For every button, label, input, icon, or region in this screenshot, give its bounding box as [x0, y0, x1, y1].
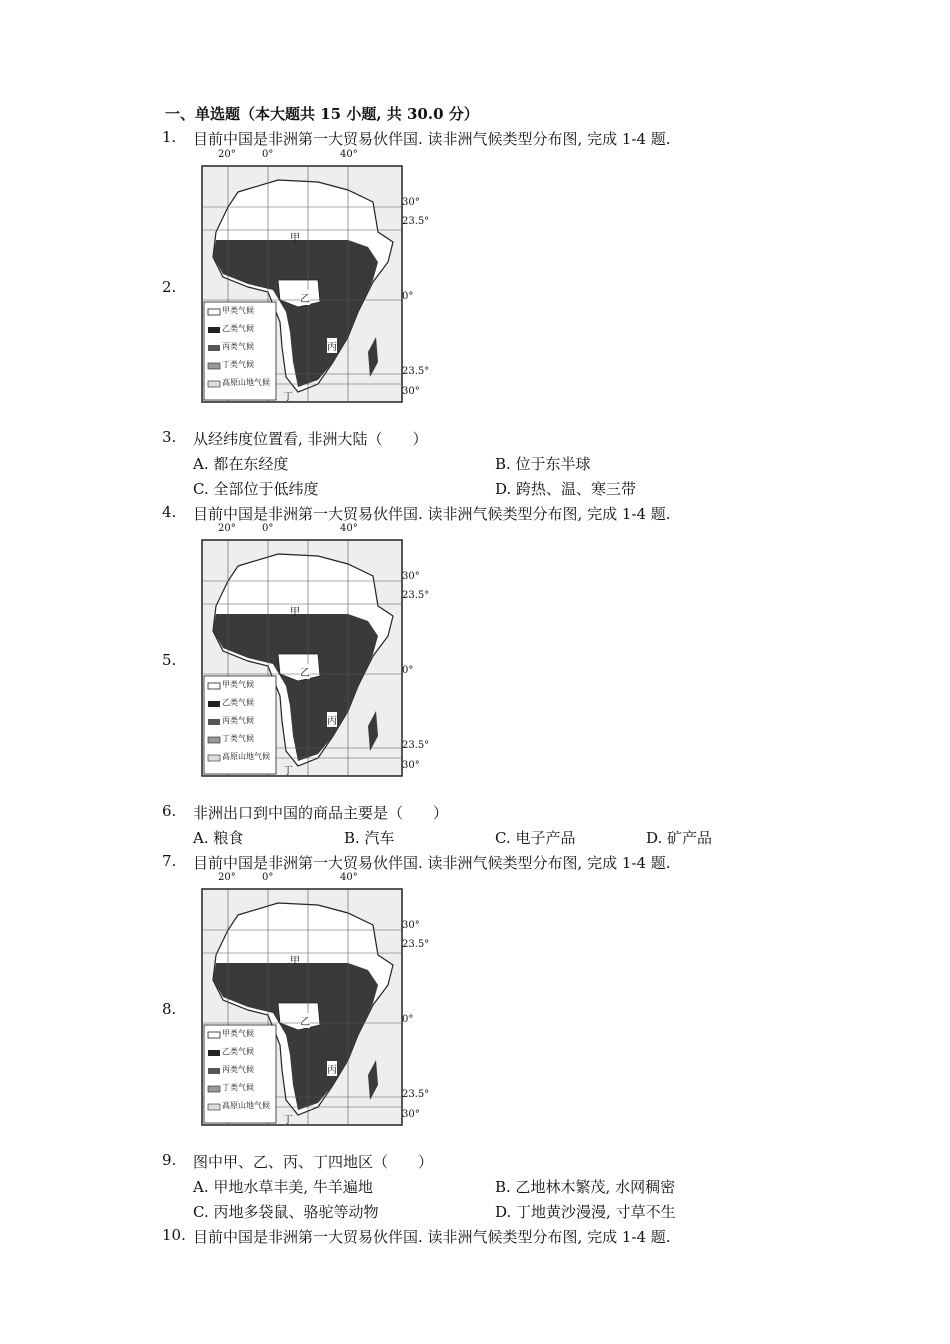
answer-option[interactable]: A. 甲地水草丰美, 牛羊遍地 [193, 1178, 373, 1196]
answer-option[interactable]: C. 电子产品 [495, 829, 576, 847]
map-lat-label: 23.5° [402, 939, 430, 950]
map-lon-label: 0° [262, 523, 274, 534]
map-legend-label: 丙类气候 [222, 716, 254, 725]
map-lat-label: 23.5° [402, 590, 430, 601]
map-lat-label: 30° [402, 197, 420, 208]
map-legend-label: 丙类气候 [222, 1065, 254, 1074]
map-region-label: 甲 [290, 233, 300, 244]
map-region-label: 甲 [290, 607, 300, 618]
map-lon-label: 40° [340, 523, 358, 534]
map-lat-label: 30° [402, 1109, 420, 1120]
answer-option[interactable]: A. 粮食 [193, 829, 244, 847]
map-lon-label: 20° [218, 523, 236, 534]
map-lat-label: 23.5° [402, 216, 430, 227]
map-region-label: 乙 [300, 1013, 310, 1028]
map-legend-label: 高原山地气候 [222, 378, 270, 387]
question-stem: 从经纬度位置看, 非洲大陆（ ） [193, 430, 428, 448]
map-legend-label: 乙类气候 [222, 698, 254, 707]
map-lat-label: 30° [402, 920, 420, 931]
map-legend-label: 高原山地气候 [222, 1101, 270, 1110]
map-lat-label: 0° [402, 291, 414, 302]
question-number: 8. [162, 1000, 177, 1018]
question-stem: 目前中国是非洲第一大贸易伙伴国. 读非洲气候类型分布图, 完成 1-4 题. [193, 130, 671, 148]
map-lat-label: 30° [402, 760, 420, 771]
map-lon-label: 40° [340, 149, 358, 160]
map-legend-label: 甲类气候 [222, 1029, 254, 1038]
question-stem: 目前中国是非洲第一大贸易伙伴国. 读非洲气候类型分布图, 完成 1-4 题. [193, 1228, 671, 1246]
answer-option[interactable]: D. 跨热、温、寒三带 [495, 480, 637, 498]
map-lat-label: 23.5° [402, 740, 430, 751]
map-lat-label: 0° [402, 1014, 414, 1025]
answer-option[interactable]: A. 都在东经度 [193, 455, 289, 473]
question-number: 4. [162, 503, 177, 521]
answer-option[interactable]: D. 矿产品 [646, 829, 713, 847]
map-region-label: 丁 [283, 1115, 293, 1126]
map-legend-label: 高原山地气候 [222, 752, 270, 761]
question-number: 1. [162, 128, 177, 146]
map-lat-label: 23.5° [402, 366, 430, 377]
answer-option[interactable]: B. 位于东半球 [495, 455, 591, 473]
question-number: 3. [162, 428, 177, 446]
map-legend-label: 丙类气候 [222, 342, 254, 351]
map-lat-label: 0° [402, 665, 414, 676]
question-stem: 目前中国是非洲第一大贸易伙伴国. 读非洲气候类型分布图, 完成 1-4 题. [193, 505, 671, 523]
map-lon-label: 20° [218, 149, 236, 160]
map-region-label: 乙 [300, 290, 310, 305]
question-stem: 非洲出口到中国的商品主要是（ ） [193, 804, 449, 822]
answer-option[interactable]: D. 丁地黄沙漫漫, 寸草不生 [495, 1203, 676, 1221]
question-stem: 图中甲、乙、丙、丁四地区（ ） [193, 1153, 434, 1171]
question-number: 6. [162, 802, 177, 820]
map-lat-label: 30° [402, 386, 420, 397]
question-number: 10. [162, 1226, 186, 1244]
map-lon-label: 20° [218, 872, 236, 883]
question-number: 9. [162, 1151, 177, 1169]
map-lat-label: 23.5° [402, 1089, 430, 1100]
map-lon-label: 0° [262, 872, 274, 883]
map-region-label: 丙 [327, 338, 337, 353]
section-title: 一、单选题（本大题共 15 小题, 共 30.0 分） [165, 105, 479, 123]
map-region-label: 丙 [327, 1061, 337, 1076]
map-region-label: 甲 [290, 956, 300, 967]
map-region-label: 丙 [327, 712, 337, 727]
question-number: 2. [162, 278, 177, 296]
question-number: 7. [162, 852, 177, 870]
map-legend-label: 乙类气候 [222, 1047, 254, 1056]
map-legend-label: 丁类气候 [222, 360, 254, 369]
answer-option[interactable]: B. 汽车 [344, 829, 395, 847]
map-legend-label: 乙类气候 [222, 324, 254, 333]
map-lon-label: 40° [340, 872, 358, 883]
map-legend-label: 丁类气候 [222, 734, 254, 743]
map-region-label: 丁 [283, 766, 293, 777]
answer-option[interactable]: C. 全部位于低纬度 [193, 480, 319, 498]
answer-option[interactable]: C. 丙地多袋鼠、骆驼等动物 [193, 1203, 379, 1221]
question-stem: 目前中国是非洲第一大贸易伙伴国. 读非洲气候类型分布图, 完成 1-4 题. [193, 854, 671, 872]
map-lon-label: 0° [262, 149, 274, 160]
map-legend-label: 丁类气候 [222, 1083, 254, 1092]
answer-option[interactable]: B. 乙地林木繁茂, 水网稠密 [495, 1178, 676, 1196]
map-legend-label: 甲类气候 [222, 680, 254, 689]
map-region-label: 乙 [300, 664, 310, 679]
map-legend-label: 甲类气候 [222, 306, 254, 315]
map-region-label: 丁 [283, 392, 293, 403]
map-lat-label: 30° [402, 571, 420, 582]
question-number: 5. [162, 651, 177, 669]
